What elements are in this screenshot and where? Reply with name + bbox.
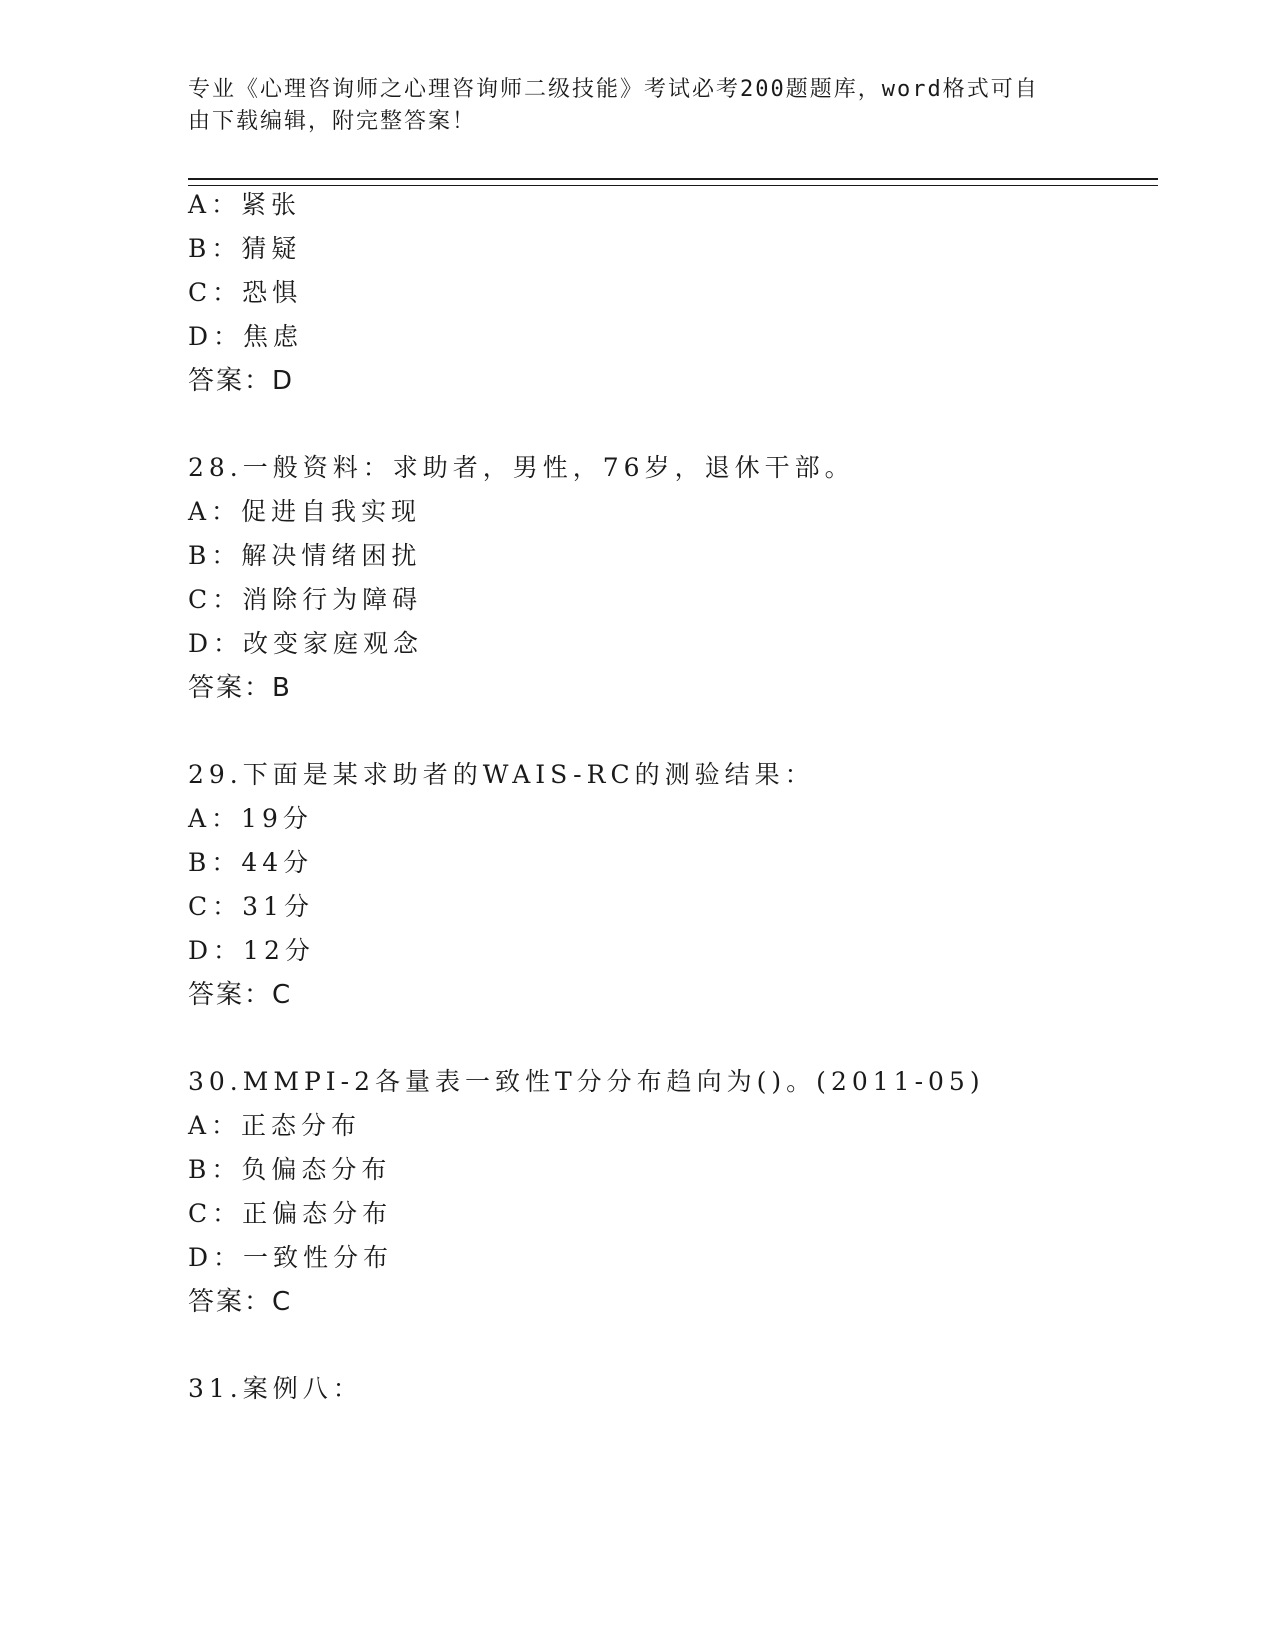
q27-option-a: A：紧张 <box>188 190 302 219</box>
header-divider <box>188 178 1158 186</box>
q30-answer: 答案：C <box>188 1287 293 1317</box>
q27-option-d: D：焦虑 <box>188 322 304 351</box>
document-header <box>188 74 1088 138</box>
q28-option-d: D：改变家庭观念 <box>188 629 424 658</box>
q29-option-a: A：19分 <box>188 804 313 833</box>
q30-stem: 30.MMPI-2各量表一致性T分分布趋向为()。(2011-05) <box>188 1067 985 1096</box>
q28-option-a: A：促进自我实现 <box>188 497 422 526</box>
q28-answer: 答案：B <box>188 673 292 703</box>
q29-option-c: C：31分 <box>188 892 314 921</box>
q30-option-d: D：一致性分布 <box>188 1243 394 1272</box>
q27-option-c: C：恐惧 <box>188 278 303 307</box>
q29-stem: 29.下面是某求助者的WAIS-RC的测验结果： <box>188 760 815 789</box>
q27-option-b: B：猜疑 <box>188 234 302 263</box>
q28-option-c: C：消除行为障碍 <box>188 585 423 614</box>
q28-stem: 28.一般资料：求助者，男性，76岁，退休干部。 <box>188 453 855 482</box>
q29-answer: 答案：C <box>188 980 293 1010</box>
q29-option-d: D：12分 <box>188 936 315 965</box>
q27-answer: 答案：D <box>188 366 295 396</box>
q31-stem: 31.案例八： <box>188 1374 363 1403</box>
q30-option-c: C：正偏态分布 <box>188 1199 393 1228</box>
q29-option-b: B：44分 <box>188 848 314 877</box>
q28-option-b: B：解决情绪困扰 <box>188 541 422 570</box>
header-line-2: 由下载编辑，附完整答案！ <box>188 109 477 134</box>
q30-option-b: B：负偏态分布 <box>188 1155 392 1184</box>
q30-option-a: A：正态分布 <box>188 1111 362 1140</box>
header-line-1: 专业《心理咨询师之心理咨询师二级技能》考试必考200题题库，word格式可自 <box>188 77 1039 102</box>
